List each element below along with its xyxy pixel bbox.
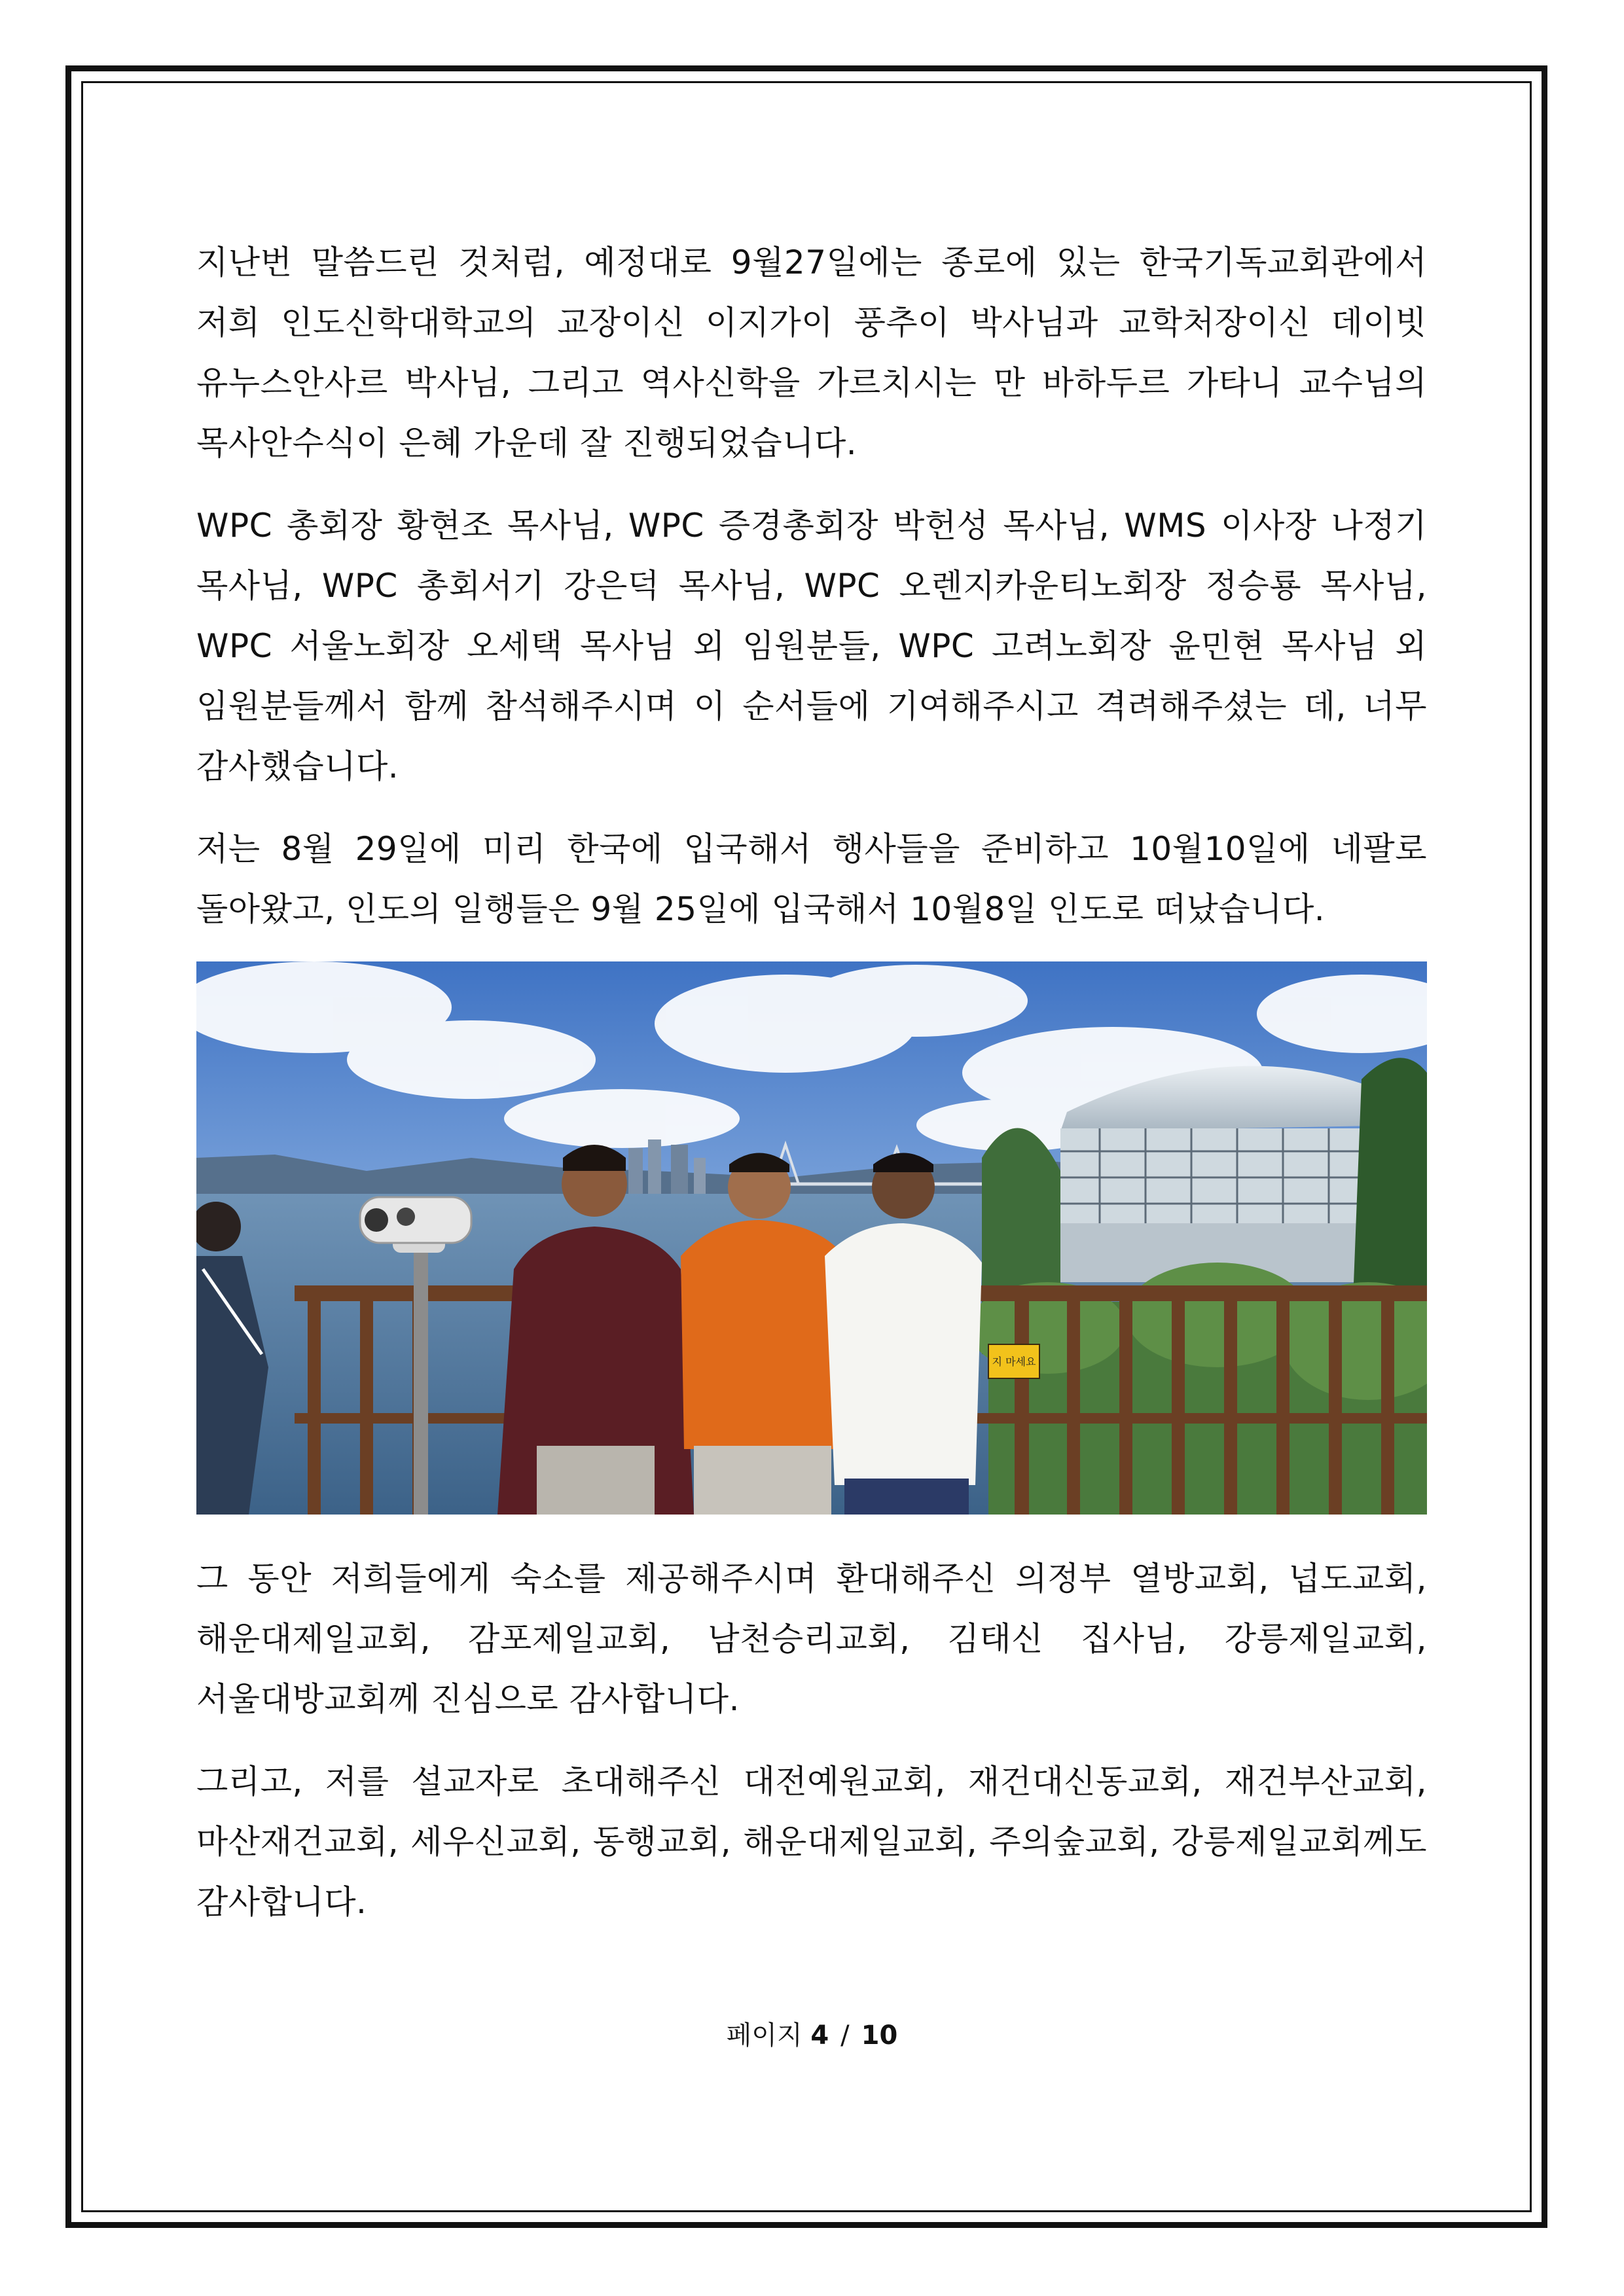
paragraph-travel: 저는 8월 29일에 미리 한국에 입국해서 행사들을 준비하고 10월10일에 네팔로 돌아왔고, 인도의 일행들은 9월 25일에 입국해서 10월8일 인도로 떠났습니다.: [196, 830, 1427, 928]
paragraph-attendees: WPC 총회장 황현조 목사님, WPC 증경총회장 박헌성 목사님, WMS 이사장 나정기 목사님, WPC 총회서기 강은덕 목사님, WPC 오렌지카운티노회장 정승룡 목사님, WPC 서울노회장 오세택 목사님 외 임원분들, WPC 고려노회장 윤민현 목사님 외 임원분들께서 함께 참석해주시며 이 순서들에 기여해주시고 격려해주셨는 데, 너무 감사했습니다.: [196, 507, 1427, 785]
warning-sign: [988, 1344, 1039, 1378]
warning-sign-text: 지 마세요: [992, 1355, 1036, 1368]
page-number-separator: /: [840, 2020, 850, 2051]
group-photo: [196, 961, 1427, 1515]
page-number-label: 페이지: [726, 2020, 803, 2051]
page-number-current: 4: [810, 2020, 829, 2051]
group-photo-illustration: [196, 961, 1427, 1515]
page-number: [0, 2019, 1624, 2052]
paragraph-hospitality-thanks: 그 동안 저희들에게 숙소를 제공해주시며 환대해주신 의정부 열방교회, 넙도교회, 해운대제일교회, 감포제일교회, 남천승리교회, 김태신 집사님, 강릉제일교회, 서울대방교회께 진심으로 감사합니다.: [196, 1560, 1427, 1718]
paragraph-ordination: 지난번 말씀드린 것처럼, 예정대로 9월27일에는 종로에 있는 한국기독교회관에서 저희 인도신학대학교의 교장이신 이지가이 풍추이 박사님과 교학처장이신 데이빗 유누스안사르 박사님, 그리고 역사신학을 가르치시는 만 바하두르 가타니 교수님의 목사안수식이 은혜 가운데 잘 진행되었습니다.: [196, 243, 1427, 462]
paragraph-preaching-thanks: 그리고, 저를 설교자로 초대해주신 대전예원교회, 재건대신동교회, 재건부산교회, 마산재건교회, 세우신교회, 동행교회, 해운대제일교회, 주의숲교회, 강릉제일교회께도 감사합니다.: [196, 1763, 1427, 1921]
document-body: [196, 232, 1427, 1954]
page-number-total: 10: [861, 2020, 898, 2051]
